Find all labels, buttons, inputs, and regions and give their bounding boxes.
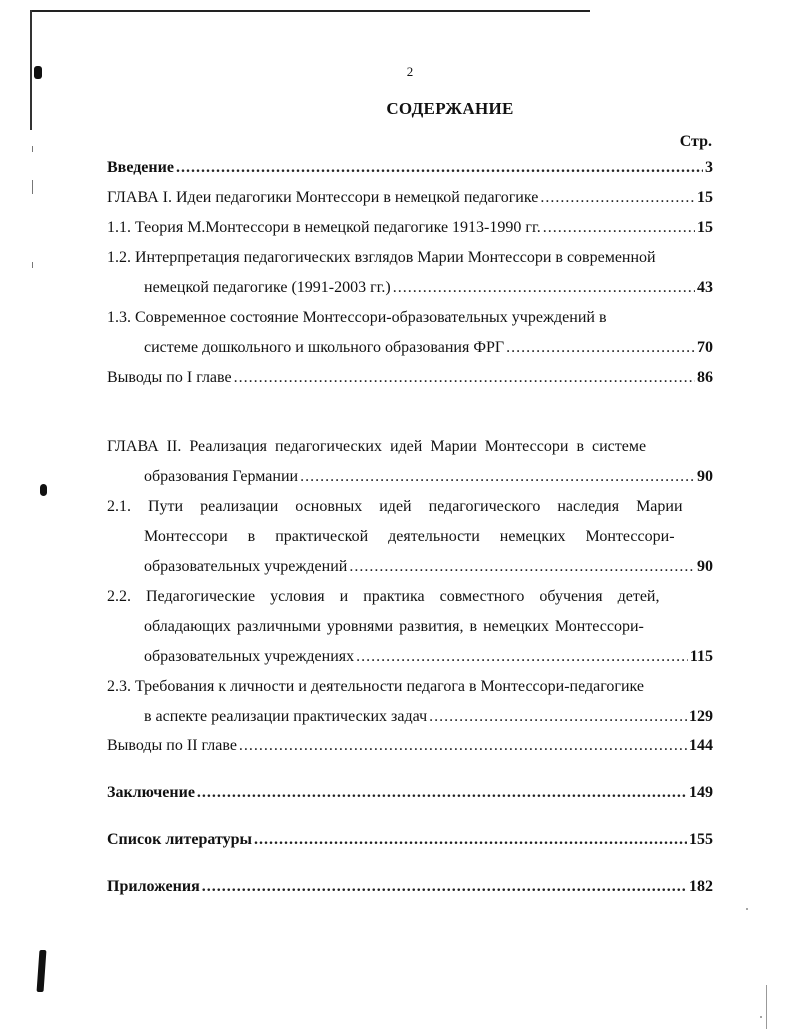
toc-entry-text: Выводы по II главе — [107, 737, 237, 754]
toc-entry-conclusions-1[interactable] — [107, 363, 713, 393]
toc-entry-text: ГЛАВА I. Идеи педагогики Монтессори в немецкой педагогике — [107, 189, 539, 206]
toc-page-number: 155 — [689, 831, 713, 848]
toc-page-number: 144 — [689, 737, 713, 754]
toc-entry-text: системе дошкольного и школьного образования ФРГ — [144, 339, 505, 356]
toc-page-number: 86 — [697, 369, 713, 386]
toc-entry-line: 2.1. Пути реализации основных идей педагогического наследия Марии — [107, 498, 683, 515]
dot-leader — [254, 825, 687, 855]
toc-entry-section-1-1[interactable] — [107, 213, 713, 243]
toc-page-number: 15 — [697, 219, 713, 236]
dot-leader — [234, 363, 695, 393]
toc-entry-section-1-3[interactable] — [107, 303, 713, 363]
toc-page-number: 43 — [697, 279, 713, 296]
dot-leader — [176, 153, 703, 183]
dot-leader — [239, 731, 687, 761]
toc-entry-line: ГЛАВА II. Реализация педагогических идей Марии Монтессори в системе — [107, 438, 647, 455]
toc-entry-line: 2.2. Педагогические условия и практика совместного обучения детей, — [107, 588, 660, 605]
scan-speck — [746, 908, 748, 910]
toc-entry-line: 1.3. Современное состояние Монтессори-образовательных учреждений в — [107, 309, 607, 326]
page-column-header: Стр. — [679, 133, 712, 150]
toc-page-number: 15 — [697, 189, 713, 206]
toc-entry-section-1-2[interactable] — [107, 243, 713, 303]
toc-entry-text: Введение — [107, 159, 174, 176]
toc-entry-text: 1.1. Теория М.Монтессори в немецкой педагогике 1913-1990 гг. — [107, 219, 541, 236]
dot-leader — [506, 333, 695, 363]
scan-blot — [37, 950, 47, 992]
scan-blot — [40, 484, 47, 496]
toc-entry-text: немецкой педагогике (1991-2003 гг.) — [144, 279, 391, 296]
toc-page-number: 90 — [697, 558, 713, 575]
dot-leader — [202, 872, 687, 902]
toc-entry-appendix[interactable] — [107, 872, 713, 902]
toc-entry-chapter-1[interactable] — [107, 183, 713, 213]
toc-page-number: 182 — [689, 878, 713, 895]
scan-tick — [32, 146, 33, 152]
dot-leader — [429, 702, 687, 732]
page-number: 2 — [406, 64, 414, 79]
toc-entry-line: Монтессори в практической деятельности немецких Монтессори- — [144, 528, 675, 545]
toc-entry-section-2-2[interactable] — [107, 582, 713, 672]
scan-tick — [32, 180, 33, 194]
toc-entry-text: Список литературы — [107, 831, 252, 848]
toc-entry-text: Заключение — [107, 784, 195, 801]
scan-tick — [32, 262, 33, 268]
toc-entry-conclusions-2[interactable] — [107, 731, 713, 761]
toc-page-number: 115 — [689, 648, 713, 665]
toc-page-number: 70 — [697, 339, 713, 356]
toc-page-number: 129 — [689, 708, 713, 725]
toc-entry-section-2-3[interactable] — [107, 672, 713, 732]
toc-entry-bibliography[interactable] — [107, 825, 713, 855]
toc-entry-text: образования Германии — [144, 468, 299, 485]
toc-entry-text: Выводы по I главе — [107, 369, 232, 386]
toc-entry-text: в аспекте реализации практических задач — [144, 708, 428, 725]
toc-entry-line: обладающих различными уровнями развития, в немецких Монтессори- — [144, 618, 644, 635]
dot-leader — [393, 273, 695, 303]
toc-entry-text: Приложения — [107, 878, 200, 895]
toc-entry-conclusion[interactable] — [107, 778, 713, 808]
toc-page-number: 90 — [697, 468, 713, 485]
dot-leader — [356, 642, 688, 672]
dot-leader — [543, 213, 695, 243]
scan-edge-top — [30, 10, 590, 12]
dot-leader — [300, 462, 695, 492]
toc-entry-section-2-1[interactable] — [107, 492, 713, 582]
toc-entry-line: 2.3. Требования к личности и деятельности педагога в Монтессори-педагогике — [107, 678, 644, 695]
scan-speck — [760, 1016, 762, 1018]
toc-page-number: 3 — [705, 159, 713, 176]
dot-leader — [197, 778, 687, 808]
dot-leader — [349, 552, 695, 582]
toc-entry-introduction[interactable] — [107, 153, 713, 183]
toc-entry-text: образовательных учреждений — [144, 558, 348, 575]
toc-entry-text: образовательных учреждениях — [144, 648, 355, 665]
toc-page-number: 149 — [689, 784, 713, 801]
page-title: СОДЕРЖАНИЕ — [386, 99, 514, 118]
scan-edge-right — [766, 985, 767, 1029]
toc-entry-line: 1.2. Интерпретация педагогических взглядов Марии Монтессори в современной — [107, 249, 656, 266]
dot-leader — [540, 183, 695, 213]
toc-entry-chapter-2[interactable] — [107, 432, 713, 492]
